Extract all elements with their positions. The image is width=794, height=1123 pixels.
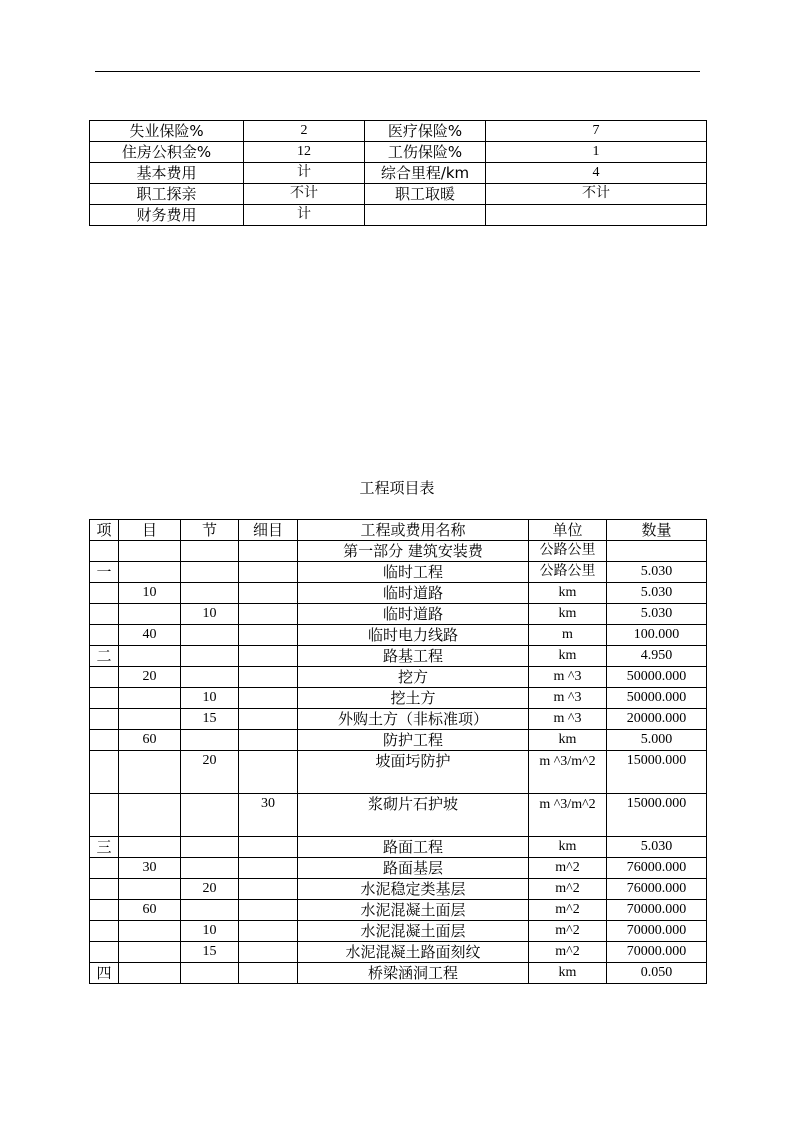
item-name: 挖土方 <box>298 688 529 709</box>
item-jie <box>181 667 239 688</box>
item-name: 浆砌片石护坡 <box>298 794 529 837</box>
table-row <box>90 858 707 879</box>
item-mu <box>119 879 181 900</box>
item-jie <box>181 858 239 879</box>
item-name: 桥梁涵洞工程 <box>298 963 529 984</box>
table-row <box>90 730 707 751</box>
parameter-value: 2 <box>244 121 365 142</box>
item-ximu <box>239 562 298 583</box>
parameter-value: 不计 <box>486 184 707 205</box>
item-name: 挖方 <box>298 667 529 688</box>
item-mu <box>119 751 181 794</box>
table-row <box>90 562 707 583</box>
item-ximu <box>239 879 298 900</box>
item-quantity: 15000.000 <box>607 751 707 794</box>
item-name: 临时工程 <box>298 562 529 583</box>
table-row <box>90 942 707 963</box>
item-mu: 60 <box>119 900 181 921</box>
table-row <box>90 646 707 667</box>
item-quantity: 15000.000 <box>607 794 707 837</box>
item-xiang <box>90 667 119 688</box>
item-quantity: 70000.000 <box>607 900 707 921</box>
parameters-table <box>89 120 707 226</box>
item-name: 水泥混凝土面层 <box>298 900 529 921</box>
item-ximu <box>239 688 298 709</box>
table-row <box>90 667 707 688</box>
parameter-value: 4 <box>486 163 707 184</box>
item-xiang: 三 <box>90 837 119 858</box>
item-jie <box>181 900 239 921</box>
item-mu <box>119 562 181 583</box>
item-quantity: 5.030 <box>607 583 707 604</box>
parameter-label: 住房公积金% <box>90 142 244 163</box>
item-unit: km <box>529 730 607 751</box>
item-quantity: 20000.000 <box>607 709 707 730</box>
item-mu: 40 <box>119 625 181 646</box>
item-quantity <box>607 541 707 562</box>
item-quantity: 70000.000 <box>607 942 707 963</box>
item-jie <box>181 646 239 667</box>
item-jie <box>181 625 239 646</box>
header-name: 工程或费用名称 <box>298 520 529 541</box>
item-mu <box>119 604 181 625</box>
parameter-value: 计 <box>244 163 365 184</box>
parameter-value <box>486 205 707 226</box>
item-unit: m ^3 <box>529 667 607 688</box>
item-mu <box>119 963 181 984</box>
item-jie: 10 <box>181 688 239 709</box>
item-ximu <box>239 730 298 751</box>
parameters-row <box>90 184 707 205</box>
parameter-label: 职工探亲 <box>90 184 244 205</box>
item-quantity: 5.000 <box>607 730 707 751</box>
item-jie: 20 <box>181 751 239 794</box>
table-row <box>90 709 707 730</box>
parameter-label: 职工取暖 <box>365 184 486 205</box>
item-name: 水泥混凝土面层 <box>298 921 529 942</box>
item-ximu <box>239 963 298 984</box>
item-name: 水泥稳定类基层 <box>298 879 529 900</box>
item-mu <box>119 921 181 942</box>
item-xiang: 二 <box>90 646 119 667</box>
item-name: 水泥混凝土路面刻纹 <box>298 942 529 963</box>
item-unit: m^2 <box>529 879 607 900</box>
item-xiang <box>90 688 119 709</box>
item-mu <box>119 646 181 667</box>
parameter-label: 财务费用 <box>90 205 244 226</box>
item-quantity: 50000.000 <box>607 667 707 688</box>
item-ximu <box>239 646 298 667</box>
item-unit: m^2 <box>529 921 607 942</box>
parameter-value: 7 <box>486 121 707 142</box>
item-jie <box>181 730 239 751</box>
table-row <box>90 604 707 625</box>
table-row <box>90 751 707 794</box>
item-ximu <box>239 858 298 879</box>
item-unit: m ^3 <box>529 709 607 730</box>
item-xiang <box>90 709 119 730</box>
item-unit <box>529 794 607 837</box>
table-row <box>90 794 707 837</box>
item-quantity: 76000.000 <box>607 879 707 900</box>
header-quantity: 数量 <box>607 520 707 541</box>
header-xiang: 项 <box>90 520 119 541</box>
item-unit: km <box>529 583 607 604</box>
item-name: 临时电力线路 <box>298 625 529 646</box>
item-ximu: 30 <box>239 794 298 837</box>
item-unit: km <box>529 837 607 858</box>
item-unit: m <box>529 625 607 646</box>
item-name: 临时道路 <box>298 583 529 604</box>
parameter-label: 医疗保险% <box>365 121 486 142</box>
item-jie <box>181 562 239 583</box>
item-ximu <box>239 837 298 858</box>
item-jie <box>181 794 239 837</box>
item-name: 临时道路 <box>298 604 529 625</box>
item-unit: km <box>529 963 607 984</box>
table-row <box>90 583 707 604</box>
item-ximu <box>239 900 298 921</box>
item-xiang <box>90 751 119 794</box>
item-ximu <box>239 921 298 942</box>
item-mu <box>119 942 181 963</box>
item-name: 路基工程 <box>298 646 529 667</box>
item-mu <box>119 709 181 730</box>
item-jie: 10 <box>181 604 239 625</box>
item-xiang <box>90 604 119 625</box>
parameter-value: 1 <box>486 142 707 163</box>
item-quantity: 0.050 <box>607 963 707 984</box>
item-name: 防护工程 <box>298 730 529 751</box>
item-quantity: 5.030 <box>607 562 707 583</box>
item-name: 第一部分 建筑安装费 <box>298 541 529 562</box>
item-unit: m^2 <box>529 942 607 963</box>
header-unit: 单位 <box>529 520 607 541</box>
item-mu <box>119 688 181 709</box>
item-unit: m^2 <box>529 858 607 879</box>
table-row <box>90 625 707 646</box>
item-xiang <box>90 794 119 837</box>
project-items-table <box>89 519 707 984</box>
item-quantity: 4.950 <box>607 646 707 667</box>
item-ximu <box>239 541 298 562</box>
item-jie: 20 <box>181 879 239 900</box>
item-unit: km <box>529 604 607 625</box>
item-mu: 10 <box>119 583 181 604</box>
parameters-row <box>90 205 707 226</box>
item-quantity: 5.030 <box>607 837 707 858</box>
item-unit-text: m ^3/m^2 <box>539 754 596 769</box>
item-name: 坡面圬防护 <box>298 751 529 794</box>
item-mu: 20 <box>119 667 181 688</box>
item-mu: 60 <box>119 730 181 751</box>
item-xiang <box>90 879 119 900</box>
table-row <box>90 879 707 900</box>
item-unit: m ^3 <box>529 688 607 709</box>
item-jie <box>181 963 239 984</box>
table-row <box>90 921 707 942</box>
parameters-row <box>90 163 707 184</box>
item-xiang <box>90 583 119 604</box>
parameter-value: 不计 <box>244 184 365 205</box>
item-ximu <box>239 751 298 794</box>
parameter-value: 计 <box>244 205 365 226</box>
item-xiang: 一 <box>90 562 119 583</box>
table-row <box>90 900 707 921</box>
item-jie: 15 <box>181 942 239 963</box>
item-xiang <box>90 900 119 921</box>
item-jie <box>181 583 239 604</box>
item-xiang <box>90 858 119 879</box>
item-unit: 公路公里 <box>529 541 607 562</box>
items-header-row <box>90 520 707 541</box>
item-xiang <box>90 625 119 646</box>
item-mu: 30 <box>119 858 181 879</box>
item-ximu <box>239 625 298 646</box>
item-name: 外购土方（非标准项） <box>298 709 529 730</box>
item-name: 路面工程 <box>298 837 529 858</box>
item-jie <box>181 541 239 562</box>
item-xiang <box>90 541 119 562</box>
header-ximu: 细目 <box>239 520 298 541</box>
parameters-row <box>90 121 707 142</box>
item-ximu <box>239 583 298 604</box>
table-row <box>90 688 707 709</box>
item-quantity: 76000.000 <box>607 858 707 879</box>
item-unit: m^2 <box>529 900 607 921</box>
item-mu <box>119 837 181 858</box>
item-jie: 15 <box>181 709 239 730</box>
item-unit: km <box>529 646 607 667</box>
items-table-title: 工程项目表 <box>359 479 435 497</box>
parameter-label: 失业保险% <box>90 121 244 142</box>
item-xiang <box>90 942 119 963</box>
item-unit <box>529 751 607 794</box>
parameter-value: 12 <box>244 142 365 163</box>
parameter-label <box>365 205 486 226</box>
item-quantity: 5.030 <box>607 604 707 625</box>
item-quantity: 100.000 <box>607 625 707 646</box>
header-jie: 节 <box>181 520 239 541</box>
table-row <box>90 963 707 984</box>
header-mu: 目 <box>119 520 181 541</box>
table-row <box>90 541 707 562</box>
item-jie: 10 <box>181 921 239 942</box>
parameter-label: 工伤保险% <box>365 142 486 163</box>
item-name: 路面基层 <box>298 858 529 879</box>
header-rule <box>95 71 700 72</box>
parameters-row <box>90 142 707 163</box>
item-ximu <box>239 709 298 730</box>
item-jie <box>181 837 239 858</box>
item-mu <box>119 794 181 837</box>
item-ximu <box>239 942 298 963</box>
item-xiang <box>90 730 119 751</box>
item-unit: 公路公里 <box>529 562 607 583</box>
item-quantity: 50000.000 <box>607 688 707 709</box>
item-ximu <box>239 604 298 625</box>
parameter-label: 综合里程/km <box>365 163 486 184</box>
item-xiang: 四 <box>90 963 119 984</box>
item-ximu <box>239 667 298 688</box>
item-unit-text: m ^3/m^2 <box>539 797 596 812</box>
table-row <box>90 837 707 858</box>
item-mu <box>119 541 181 562</box>
item-quantity: 70000.000 <box>607 921 707 942</box>
parameter-label: 基本费用 <box>90 163 244 184</box>
item-xiang <box>90 921 119 942</box>
